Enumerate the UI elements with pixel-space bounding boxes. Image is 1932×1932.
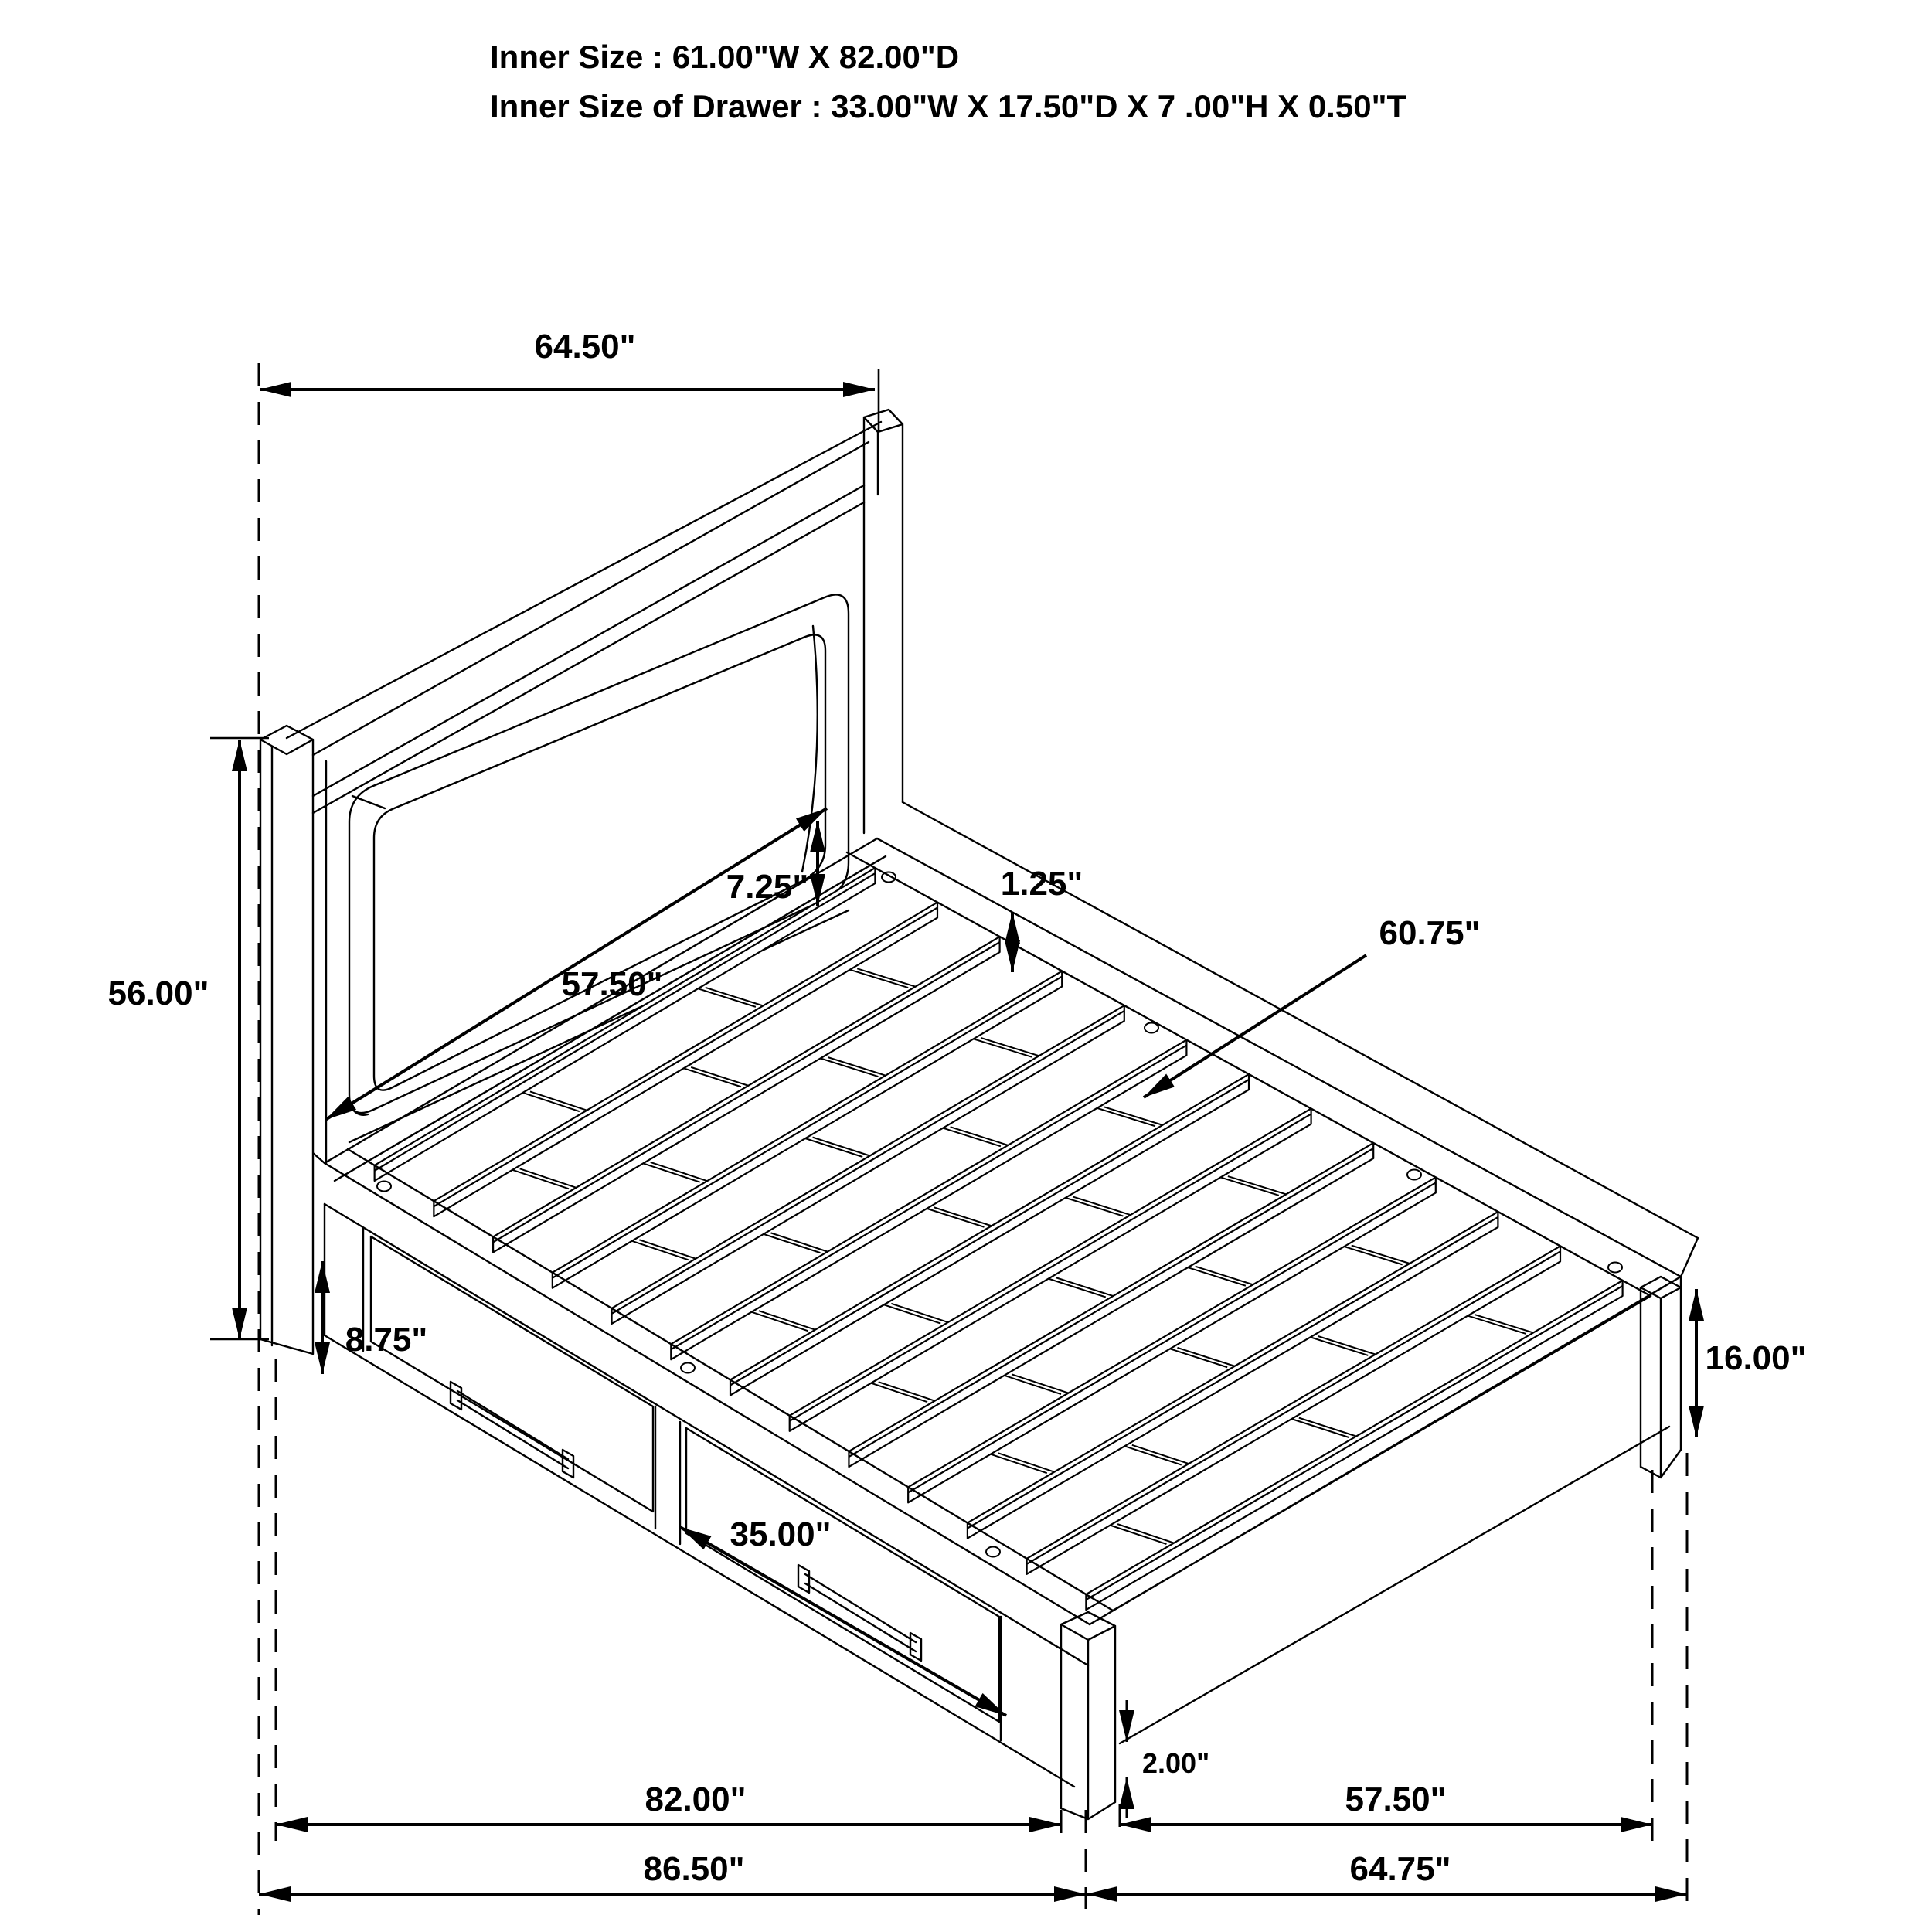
- slat-connector-block: [1166, 1348, 1238, 1367]
- slat-connector-block: [1288, 1418, 1360, 1437]
- title-inner-size-drawer: Inner Size of Drawer : 33.00"W X 17.50"D X 7 .00"H X 0.50"T: [490, 88, 1407, 124]
- slat-connector-block: [880, 1304, 951, 1324]
- slat-connector-block: [970, 1038, 1043, 1057]
- headboard-left-post: [260, 726, 325, 1354]
- headboard-right-post: [864, 410, 903, 833]
- slat-connector-block: [640, 1162, 711, 1182]
- screw-hole: [1145, 1023, 1158, 1033]
- slat-connector-block: [1001, 1374, 1072, 1394]
- dim-headboard-width-label: 64.50": [534, 328, 636, 366]
- mattress-slat: [908, 1177, 1436, 1502]
- dim-slat-length-label: 57.50": [561, 965, 663, 1003]
- slat-connector-block: [1185, 1267, 1257, 1286]
- dim-inner-width-label: 57.50": [1345, 1781, 1447, 1818]
- dim-headboard-height-label: 56.00": [107, 975, 209, 1012]
- slat-connector-block: [987, 1453, 1057, 1473]
- right-leg: [1641, 1277, 1681, 1478]
- slat-connector-block: [1121, 1445, 1192, 1465]
- dim-slat-span-leader: [1144, 955, 1366, 1097]
- dim-rail-lip-label: 1.25": [1000, 865, 1083, 903]
- slat-connector-block: [846, 968, 919, 988]
- mattress-slat: [1086, 1281, 1622, 1610]
- dim-clearance-label: 2.00": [1142, 1747, 1210, 1779]
- slat-connector-block: [1464, 1315, 1537, 1334]
- mattress-slat: [849, 1143, 1373, 1467]
- slat-connector-block: [695, 988, 767, 1007]
- slat-connector-block: [1062, 1196, 1134, 1216]
- slat-connector-block: [509, 1168, 580, 1189]
- slat-connector-block: [1107, 1524, 1177, 1544]
- foot-leg: [1061, 1612, 1115, 1819]
- slat-connector-block: [940, 1127, 1012, 1146]
- title-inner-size: Inner Size : 61.00"W X 82.00"D: [490, 39, 960, 75]
- slat-connector-block: [1217, 1176, 1290, 1196]
- slat-connector-block: [802, 1138, 874, 1157]
- slat-connector-block: [1307, 1336, 1379, 1355]
- dim-drawer-width-label: 35.00": [730, 1515, 832, 1553]
- slat-connector-block: [628, 1240, 699, 1260]
- screw-hole: [1407, 1170, 1421, 1180]
- slat-connector-block: [923, 1207, 995, 1226]
- dim-overall-width-label: 64.75": [1349, 1850, 1451, 1888]
- slat-connector-block: [1094, 1107, 1166, 1126]
- drawer-1-front: [371, 1236, 653, 1512]
- screw-hole: [377, 1182, 391, 1192]
- slat-connector-block: [760, 1233, 832, 1253]
- slat-connector-block: [519, 1091, 590, 1111]
- slat-connector-block: [868, 1382, 938, 1402]
- screw-hole: [681, 1363, 695, 1373]
- mattress-slat: [1027, 1246, 1560, 1573]
- dim-slat-span-label: 60.75": [1379, 914, 1481, 952]
- dim-drawer-height-label: 8.75": [345, 1321, 428, 1359]
- screw-hole: [986, 1547, 1000, 1557]
- slat-connector-block: [748, 1311, 818, 1331]
- dim-platform-height-label: 16.00": [1705, 1339, 1807, 1377]
- foot-rail: [1090, 1277, 1681, 1743]
- mattress-slat: [968, 1212, 1498, 1539]
- dim-inner-depth-label: 82.00": [645, 1781, 747, 1818]
- slat-connector-block: [680, 1067, 752, 1087]
- slat-connector-block: [817, 1057, 889, 1077]
- solid-extension-ticks: [210, 369, 879, 1339]
- dim-slat-length-arrow: [325, 808, 827, 1120]
- slat-connector-block: [1341, 1246, 1413, 1265]
- screw-hole: [1608, 1263, 1622, 1273]
- dim-panel-to-slat-label: 7.25": [726, 868, 809, 906]
- right-side-rail: [847, 802, 1698, 1296]
- dim-overall-depth-label: 86.50": [643, 1850, 745, 1888]
- slat-connector-block: [1045, 1277, 1117, 1297]
